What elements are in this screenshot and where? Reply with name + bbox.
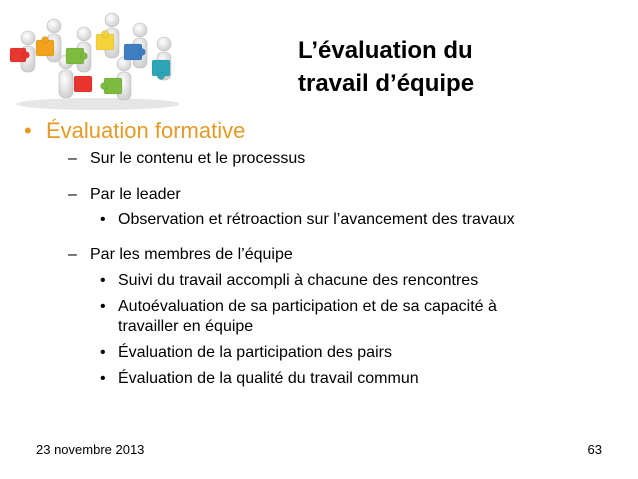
bullet-icon: •: [100, 370, 106, 387]
sub-sub-item-suivi: [100, 272, 478, 290]
dash-icon: –: [68, 186, 77, 203]
sub-sub-item-qualite-travail: [100, 370, 419, 388]
sub-item-text: Sur le contenu et le processus: [90, 150, 306, 167]
sub-sub-item-text: Autoévaluation de sa participation et de sa capacité à: [118, 298, 497, 315]
dash-icon: –: [68, 150, 77, 167]
footer-date: 23 novembre 2013: [36, 442, 145, 457]
sub-sub-item-text: Observation et rétroaction sur l’avancement des travaux: [118, 211, 515, 228]
bullet-icon: •: [100, 272, 106, 289]
sub-item-text: Par les membres de l’équipe: [90, 246, 293, 263]
bullet-icon: •: [100, 211, 106, 228]
sub-sub-item-text: Suivi du travail accompli à chacune des rencontres: [118, 272, 479, 289]
slide-title-line-2: travail d’équipe: [298, 70, 475, 97]
sub-item-contenu-processus: [68, 150, 305, 168]
sub-item-text: Par le leader: [90, 186, 181, 203]
dash-icon: –: [68, 246, 77, 263]
bullet-evaluation-formative: [24, 118, 245, 144]
slide-title-line-1: L’évaluation du: [298, 37, 473, 64]
bullet-icon: •: [24, 118, 32, 143]
bullet-text: Évaluation formative: [46, 118, 246, 143]
bullet-icon: •: [100, 298, 106, 315]
sub-sub-item-autoevaluation-continued: travailler en équipe: [118, 318, 254, 335]
sub-sub-item-autoevaluation: [100, 298, 497, 316]
sub-sub-item-participation-pairs: [100, 344, 392, 362]
sub-sub-item-observation: [100, 211, 515, 229]
bullet-icon: •: [100, 344, 106, 361]
sub-item-par-les-membres: [68, 246, 293, 264]
page-number: 63: [587, 442, 602, 457]
sub-item-par-le-leader: [68, 186, 181, 204]
sub-sub-item-text: Évaluation de la participation des pairs: [118, 344, 392, 361]
sub-sub-item-text: Évaluation de la qualité du travail commun: [118, 370, 419, 387]
